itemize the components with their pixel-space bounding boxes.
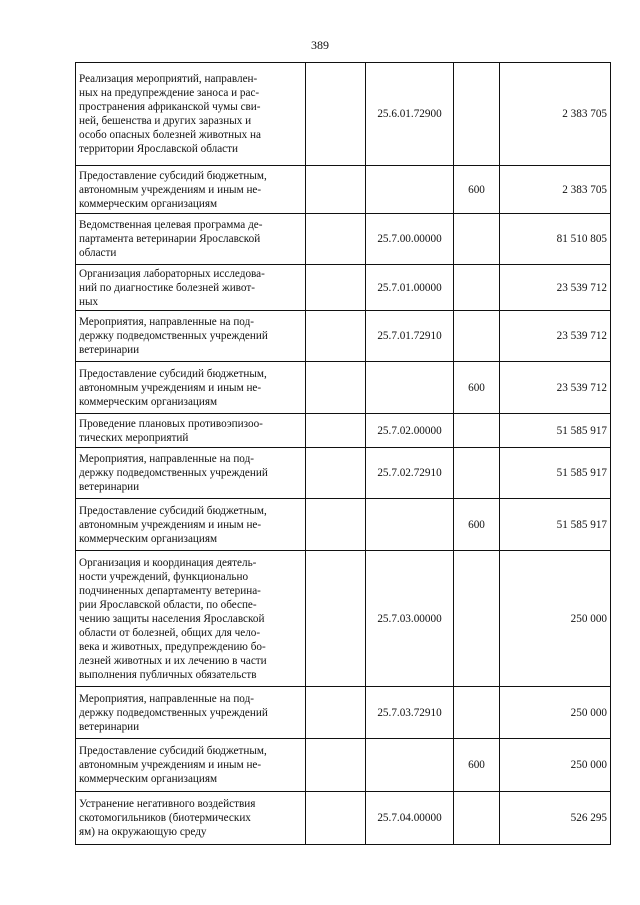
table-row: [76, 414, 611, 448]
row-empty-cell: [306, 687, 366, 739]
row-expense-type-cell: 600: [454, 499, 500, 551]
row-empty-cell: [306, 414, 366, 448]
row-expense-type-cell: [454, 311, 500, 362]
row-amount-cell: 250 000: [500, 687, 611, 739]
row-amount-cell: 51 585 917: [500, 448, 611, 499]
row-name-cell: Организация лабораторных исследова- ний по диагностике болезней живот- ных: [76, 265, 306, 311]
table-row: [76, 739, 611, 792]
row-amount-cell: 250 000: [500, 551, 611, 687]
row-expense-type-cell: [454, 687, 500, 739]
row-code-cell: 25.6.01.72900: [366, 63, 454, 166]
table-row: [76, 499, 611, 551]
row-code-cell: 25.7.03.72910: [366, 687, 454, 739]
row-code-cell: 25.7.00.00000: [366, 214, 454, 265]
row-empty-cell: [306, 499, 366, 551]
table-row: [76, 551, 611, 687]
table-row: [76, 166, 611, 214]
row-code-cell: 25.7.03.00000: [366, 551, 454, 687]
table-row: [76, 63, 611, 166]
row-empty-cell: [306, 551, 366, 687]
row-expense-type-cell: [454, 63, 500, 166]
page-number: 389: [311, 38, 329, 52]
budget-table-body: [76, 63, 611, 845]
row-expense-type-cell: [454, 551, 500, 687]
budget-table: [75, 62, 611, 845]
row-name-cell: Устранение негативного воздействия скотомогильников (биотермических ям) на окружающую среду: [76, 792, 306, 845]
row-name-cell: Реализация мероприятий, направлен- ных на предупреждение заноса и рас- пространения африканской чумы сви- ней, бешенства и других заразных и особо опасных болезней животных на территории Ярославской области: [76, 63, 306, 166]
table-row: [76, 311, 611, 362]
row-name-cell: Предоставление субсидий бюджетным, автономным учреждениям и иным не- коммерческим организациям: [76, 166, 306, 214]
row-empty-cell: [306, 739, 366, 792]
row-code-cell: 25.7.04.00000: [366, 792, 454, 845]
row-amount-cell: 23 539 712: [500, 265, 611, 311]
row-name-cell: Организация и координация деятель- ности учреждений, функционально подчиненных департаменту ветерина- рии Ярославской области, по обеспе- чению защиты населения Ярославской области от болезней, общих для чело- века и животных, предупреждению бо- лезней животных и их лечению в части выполнения публичных обязательств: [76, 551, 306, 687]
table-row: [76, 265, 611, 311]
row-name-cell: Ведомственная целевая программа де- партамента ветеринарии Ярославской области: [76, 214, 306, 265]
row-empty-cell: [306, 362, 366, 414]
row-name-cell: Мероприятия, направленные на под- держку подведомственных учреждений ветеринарии: [76, 687, 306, 739]
row-expense-type-cell: [454, 792, 500, 845]
row-empty-cell: [306, 63, 366, 166]
row-code-cell: 25.7.02.72910: [366, 448, 454, 499]
row-amount-cell: 81 510 805: [500, 214, 611, 265]
table-row: [76, 214, 611, 265]
row-amount-cell: 2 383 705: [500, 166, 611, 214]
row-expense-type-cell: 600: [454, 739, 500, 792]
row-amount-cell: 23 539 712: [500, 362, 611, 414]
row-amount-cell: 23 539 712: [500, 311, 611, 362]
row-code-cell: 25.7.01.00000: [366, 265, 454, 311]
table-row: [76, 687, 611, 739]
row-name-cell: Предоставление субсидий бюджетным, автономным учреждениям и иным не- коммерческим организациям: [76, 499, 306, 551]
row-amount-cell: 51 585 917: [500, 499, 611, 551]
row-amount-cell: 250 000: [500, 739, 611, 792]
row-empty-cell: [306, 792, 366, 845]
row-name-cell: Мероприятия, направленные на под- держку подведомственных учреждений ветеринарии: [76, 311, 306, 362]
row-empty-cell: [306, 311, 366, 362]
row-code-cell: 25.7.01.72910: [366, 311, 454, 362]
row-expense-type-cell: 600: [454, 362, 500, 414]
row-expense-type-cell: [454, 265, 500, 311]
table-row: [76, 792, 611, 845]
row-amount-cell: 2 383 705: [500, 63, 611, 166]
row-empty-cell: [306, 448, 366, 499]
row-name-cell: Предоставление субсидий бюджетным, автономным учреждениям и иным не- коммерческим организациям: [76, 362, 306, 414]
row-name-cell: Проведение плановых противоэпизоо- тических мероприятий: [76, 414, 306, 448]
row-name-cell: Предоставление субсидий бюджетным, автономным учреждениям и иным не- коммерческим организациям: [76, 739, 306, 792]
row-amount-cell: 526 295: [500, 792, 611, 845]
table-row: [76, 448, 611, 499]
row-empty-cell: [306, 214, 366, 265]
row-code-cell: [366, 499, 454, 551]
row-empty-cell: [306, 265, 366, 311]
row-name-cell: Мероприятия, направленные на под- держку подведомственных учреждений ветеринарии: [76, 448, 306, 499]
row-expense-type-cell: [454, 414, 500, 448]
table-row: [76, 362, 611, 414]
row-empty-cell: [306, 166, 366, 214]
row-expense-type-cell: [454, 214, 500, 265]
row-code-cell: [366, 166, 454, 214]
row-expense-type-cell: 600: [454, 166, 500, 214]
row-code-cell: 25.7.02.00000: [366, 414, 454, 448]
row-code-cell: [366, 362, 454, 414]
row-code-cell: [366, 739, 454, 792]
row-expense-type-cell: [454, 448, 500, 499]
row-amount-cell: 51 585 917: [500, 414, 611, 448]
